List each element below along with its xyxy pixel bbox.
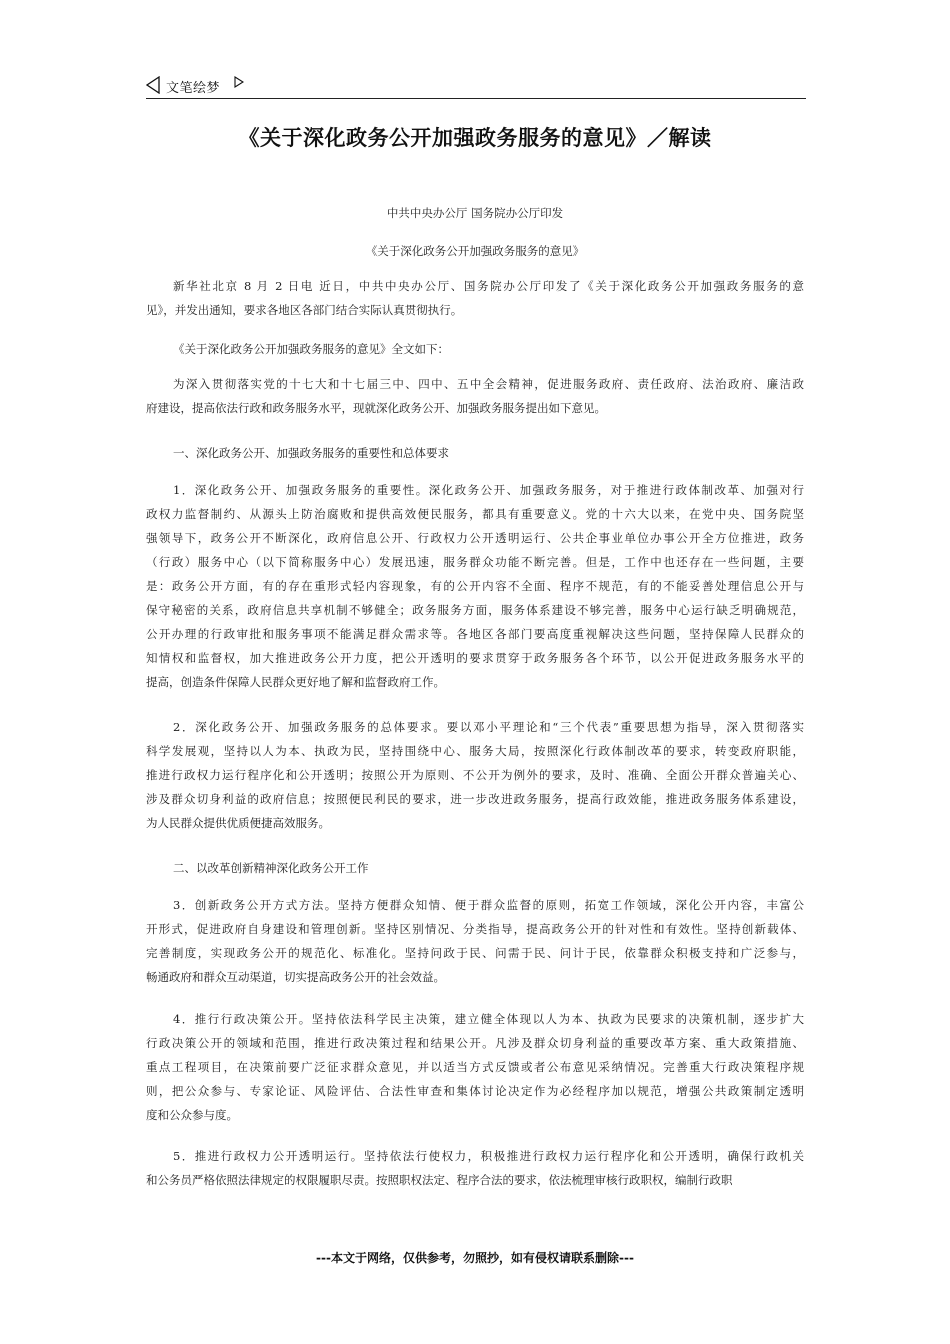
paragraph-line: 为人民群众提供优质便捷高效服务。: [146, 816, 330, 830]
paragraph-line: 保守秘密的关系，政府信息共享机制不够健全；政务服务方面，服务体系建设不够完善，服务中心运行缺乏明确规范，: [146, 603, 804, 617]
paragraph-line: 3．创新政务公开方式方法。坚持方便群众知情、便于群众监督的原则，拓宽工作领域，深化公开内容，丰富公: [173, 898, 804, 912]
paragraph: [146, 372, 804, 420]
paragraph-line: 涉及群众切身利益的政府信息；按照便民利民的要求，进一步改进政务服务，提高行政效能，推进政务服务体系建设，: [146, 792, 804, 806]
footer-disclaimer: ---本文于网络，仅供参考，勿照抄，如有侵权请联系删除---: [316, 1251, 634, 1265]
paragraph-line: 强领导下，政务公开不断深化，政府信息公开、行政权力公开透明运行、公共企事业单位办事公开全方位推进，政务: [146, 531, 804, 545]
paragraph: [146, 715, 804, 835]
document-title: 《关于深化政务公开加强政务服务的意见》／解读: [238, 125, 712, 150]
paragraph-line: 科学发展观，坚持以人为本、执政为民，坚持围绕中心、服务大局，按照深化行政体制改革的要求，转变政府职能，: [146, 744, 804, 758]
paragraph: [146, 893, 804, 989]
paragraph: [146, 1007, 804, 1127]
paragraph-line: 重点工程项目，在决策前要广泛征求群众意见，并以适当方式反馈或者公布意见采纳情况。完善重大行政决策程序规: [146, 1060, 804, 1074]
paragraph-line: 新华社北京 8 月 2 日电 近日，中共中央办公厅、国务院办公厅印发了《关于深化政务公开加强政务服务的意: [173, 279, 804, 293]
paragraph: [146, 856, 804, 880]
paragraph: [146, 441, 804, 465]
paragraph-line: 政权力监督制约、从源头上防治腐败和提供高效便民服务，都具有重要意义。党的十六大以来，在党中央、国务院坚: [146, 507, 804, 521]
paragraph-line: 推进行政权力运行程序化和公开透明；按照公开为原则、不公开为例外的要求，及时、准确、全面公开群众普遍关心、: [146, 768, 804, 782]
paragraph-line: 和公务员严格依照法律规定的权限履职尽责。按照职权法定、程序合法的要求，依法梳理审核行政职权，编制行政职: [146, 1173, 733, 1187]
paragraph-line: 则，把公众参与、专家论证、风险评估、合法性审查和集体讨论决定作为必经程序加以规范，增强公共政策制定透明: [146, 1084, 804, 1098]
paragraph-line: 公开办理的行政审批和服务事项不能满足群众需求等。各地区各部门要高度重视解决这些问题，坚持保障人民群众的: [146, 627, 804, 641]
paragraph-line: 行政决策公开的领域和范围，推进行政决策过程和结果公开。凡涉及群众切身利益的重要改革方案、重大政策措施、: [146, 1036, 804, 1050]
paragraph-line: 度和公众参与度。: [146, 1108, 238, 1122]
paragraph-line: 完善制度，实现政务公开的规范化、标准化。坚持问政于民、问需于民、问计于民，依靠群众积极支持和广泛参与，: [146, 946, 804, 960]
triangle-right-icon: [234, 76, 244, 88]
page-header: [146, 72, 806, 99]
paragraph-line: 为深入贯彻落实党的十七大和十七届三中、四中、五中全会精神，促进服务政府、责任政府、法治政府、廉洁政: [173, 377, 804, 391]
triangle-left-icon: [146, 76, 160, 94]
paragraph-line: 提高，创造条件保障人民群众更好地了解和监督政府工作。: [146, 675, 445, 689]
paragraph-line: 2．深化政务公开、加强政务服务的总体要求。要以邓小平理论和“三个代表”重要思想为指导，深入贯彻落实: [173, 720, 804, 734]
paragraph-line: 畅通政府和群众互动渠道，切实提高政务公开的社会效益。: [146, 970, 445, 984]
paragraph-line: 二、以改革创新精神深化政务公开工作: [173, 861, 369, 875]
paragraph-line: 开形式，促进政府自身建设和管理创新。坚持区别情况、分类指导，提高政务公开的针对性和有效性。坚持创新载体、: [146, 922, 804, 936]
issuer-line: 中共中央办公厅 国务院办公厅印发: [386, 206, 564, 220]
paragraph-line: 是：政务公开方面，有的存在重形式轻内容现象，有的公开内容不全面、程序不规范，有的不能妥善处理信息公开与: [146, 579, 804, 593]
paragraph-line: 5．推进行政权力公开透明运行。坚持依法行使权力，积极推进行政权力运行程序化和公开透明，确保行政机关: [173, 1149, 804, 1163]
paragraph: [146, 337, 804, 361]
paragraph-line: 4．推行行政决策公开。坚持依法科学民主决策，建立健全体现以人为本、执政为民要求的决策机制，逐步扩大: [173, 1012, 804, 1026]
paragraph-line: 《关于深化政务公开加强政务服务的意见》全文如下：: [173, 342, 449, 356]
paragraph: [146, 1144, 804, 1192]
paragraph: [146, 274, 804, 322]
paragraph-line: 1．深化政务公开、加强政务服务的重要性。深化政务公开、加强政务服务，对于推进行政体制改革、加强对行: [173, 483, 804, 497]
document-name-line: 《关于深化政务公开加强政务服务的意见》: [365, 244, 585, 258]
paragraph-line: 知情权和监督权，加大推进政务公开力度，把公开透明的要求贯穿于政务服务各个环节，以公开促进政务服务水平的: [146, 651, 804, 665]
paragraph-line: 见》，并发出通知，要求各地区各部门结合实际认真贯彻执行。: [146, 303, 463, 317]
paragraph: [146, 478, 804, 694]
paragraph-line: 一、深化政务公开、加强政务服务的重要性和总体要求: [173, 446, 449, 460]
brand-text: 文笔绘梦: [166, 81, 221, 96]
paragraph-line: （行政）服务中心（以下简称服务中心）发展迅速，服务群众功能不断完善。但是，工作中也还存在一些问题，主要: [146, 555, 804, 569]
paragraph-line: 府建设，提高依法行政和政务服务水平，现就深化政务公开、加强政务服务提出如下意见。: [146, 401, 606, 415]
